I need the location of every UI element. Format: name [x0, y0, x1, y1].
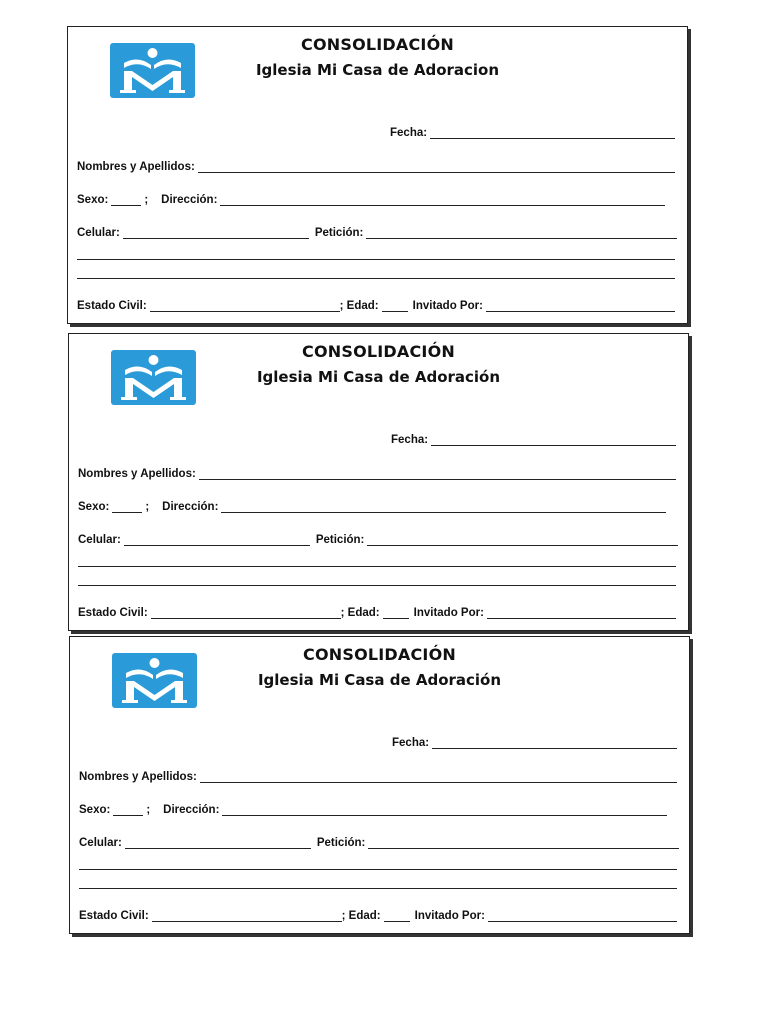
celular-field[interactable]	[123, 226, 309, 239]
celular-field[interactable]	[125, 836, 311, 849]
invitado-label: Invitado Por:	[412, 300, 483, 312]
edad-label: ; Edad:	[339, 300, 379, 312]
sexo-field[interactable]	[111, 193, 141, 206]
sexo-label: Sexo:	[78, 501, 110, 513]
estado-label: Estado Civil:	[78, 607, 148, 619]
peticion-label: Petición:	[316, 837, 366, 849]
nombres-label: Nombres y Apellidos:	[78, 468, 196, 480]
sexo-direccion-row	[79, 800, 667, 816]
fecha-label: Fecha:	[392, 737, 430, 749]
nombres-row	[77, 157, 675, 173]
celular-peticion-row	[77, 223, 677, 239]
estado-label: Estado Civil:	[77, 300, 147, 312]
church-name: Iglesia Mi Casa de Adoración	[257, 671, 502, 689]
nombres-label: Nombres y Apellidos:	[77, 161, 195, 173]
peticion-line-2[interactable]	[78, 565, 676, 567]
estado-field[interactable]	[151, 606, 341, 619]
peticion-field[interactable]	[368, 836, 679, 849]
sexo-label: Sexo:	[79, 804, 111, 816]
sexo-direccion-row	[78, 497, 666, 513]
sexo-direccion-row	[77, 190, 665, 206]
peticion-line-3[interactable]	[79, 887, 677, 889]
nombres-field[interactable]	[199, 467, 676, 480]
direccion-field[interactable]	[220, 193, 665, 206]
fecha-field[interactable]	[430, 126, 675, 139]
edad-field[interactable]	[384, 909, 410, 922]
form-title: CONSOLIDACIÓN	[302, 342, 455, 361]
consolidation-card-2	[68, 333, 689, 631]
invitado-label: Invitado Por:	[413, 607, 484, 619]
fecha-row	[391, 430, 676, 446]
peticion-line-3[interactable]	[78, 584, 676, 586]
nombres-field[interactable]	[198, 160, 675, 173]
direccion-field[interactable]	[222, 803, 667, 816]
sexo-label: Sexo:	[77, 194, 109, 206]
peticion-line-2[interactable]	[79, 868, 677, 870]
invitado-field[interactable]	[488, 909, 677, 922]
estado-row	[78, 603, 676, 619]
invitado-field[interactable]	[487, 606, 676, 619]
consolidation-card-1	[67, 26, 688, 324]
estado-row	[77, 296, 675, 312]
sexo-separator: ;	[144, 194, 149, 206]
church-name: Iglesia Mi Casa de Adoración	[256, 368, 501, 386]
peticion-field[interactable]	[366, 226, 677, 239]
edad-field[interactable]	[383, 606, 409, 619]
celular-peticion-row	[78, 530, 678, 546]
estado-field[interactable]	[150, 299, 340, 312]
peticion-field[interactable]	[367, 533, 678, 546]
direccion-field[interactable]	[221, 500, 666, 513]
church-name: Iglesia Mi Casa de Adoracion	[255, 61, 500, 79]
celular-peticion-row	[79, 833, 679, 849]
nombres-label: Nombres y Apellidos:	[79, 771, 197, 783]
nombres-field[interactable]	[200, 770, 677, 783]
peticion-label: Petición:	[315, 534, 365, 546]
peticion-label: Petición:	[314, 227, 364, 239]
nombres-row	[79, 767, 677, 783]
sexo-separator: ;	[146, 804, 151, 816]
estado-field[interactable]	[152, 909, 342, 922]
sexo-field[interactable]	[112, 500, 142, 513]
form-title: CONSOLIDACIÓN	[303, 645, 456, 664]
estado-row	[79, 906, 677, 922]
edad-label: ; Edad:	[340, 607, 380, 619]
peticion-line-3[interactable]	[77, 277, 675, 279]
sexo-field[interactable]	[113, 803, 143, 816]
peticion-line-2[interactable]	[77, 258, 675, 260]
direccion-label: Dirección:	[162, 501, 219, 513]
fecha-field[interactable]	[431, 433, 676, 446]
fecha-label: Fecha:	[390, 127, 428, 139]
celular-label: Celular:	[78, 534, 121, 546]
fecha-field[interactable]	[432, 736, 677, 749]
direccion-label: Dirección:	[163, 804, 220, 816]
fecha-label: Fecha:	[391, 434, 429, 446]
consolidation-card-3	[69, 636, 690, 934]
invitado-field[interactable]	[486, 299, 675, 312]
sexo-separator: ;	[145, 501, 150, 513]
direccion-label: Dirección:	[161, 194, 218, 206]
edad-field[interactable]	[382, 299, 408, 312]
edad-label: ; Edad:	[341, 910, 381, 922]
fecha-row	[390, 123, 675, 139]
celular-field[interactable]	[124, 533, 310, 546]
celular-label: Celular:	[77, 227, 120, 239]
fecha-row	[392, 733, 677, 749]
nombres-row	[78, 464, 676, 480]
invitado-label: Invitado Por:	[414, 910, 485, 922]
estado-label: Estado Civil:	[79, 910, 149, 922]
form-title: CONSOLIDACIÓN	[301, 35, 454, 54]
celular-label: Celular:	[79, 837, 122, 849]
